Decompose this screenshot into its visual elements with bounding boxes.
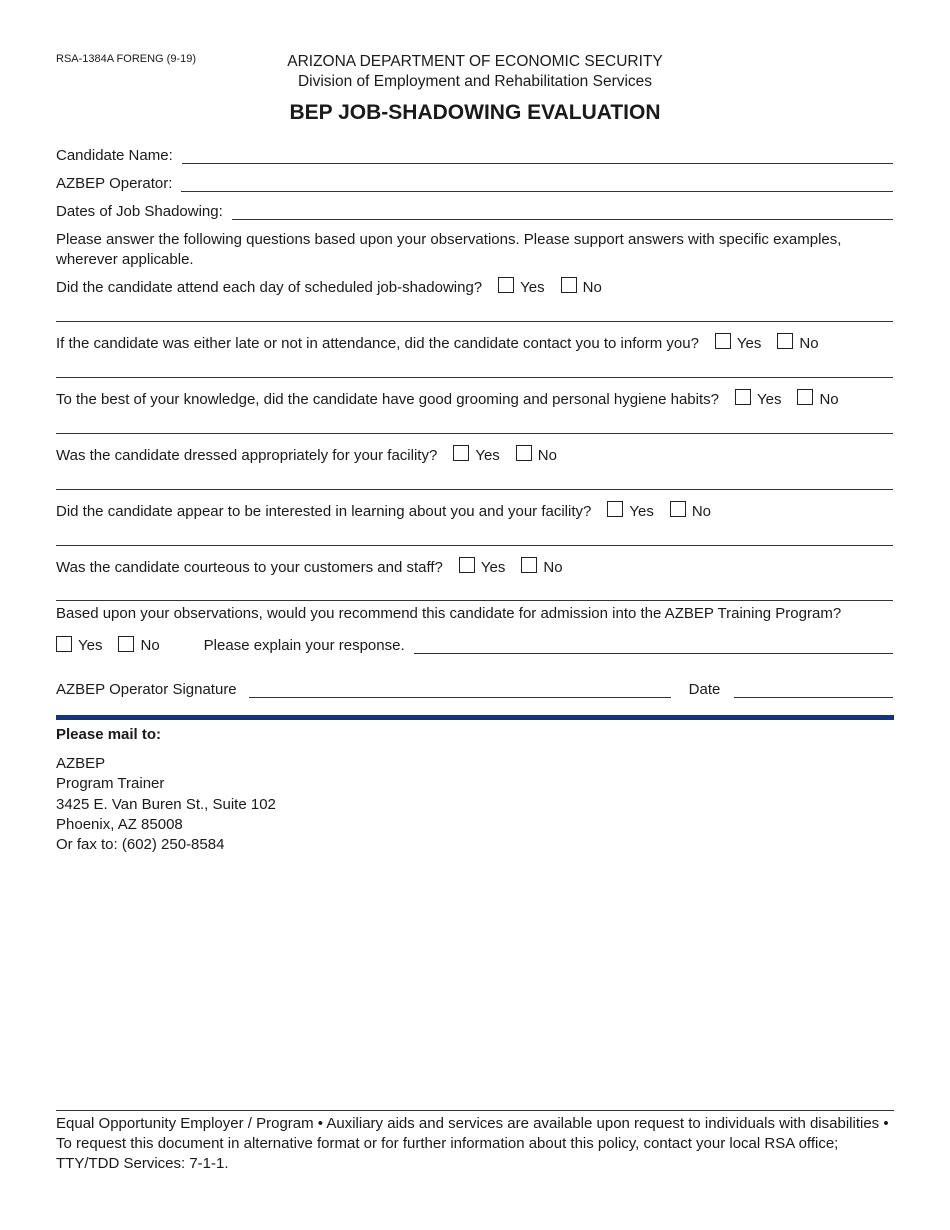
candidate-name-label: Candidate Name: (56, 147, 173, 164)
agency-name: ARIZONA DEPARTMENT OF ECONOMIC SECURITY (287, 53, 663, 70)
operator-label: AZBEP Operator: (56, 175, 173, 192)
yes-label: Yes (480, 558, 506, 576)
division-name: Division of Employment and Rehabilitation Services (297, 73, 653, 90)
no-label: No (799, 334, 819, 352)
yes-label: Yes (756, 390, 782, 408)
no-checkbox[interactable] (797, 389, 813, 405)
instructions: Please answer the following questions based upon your observations. Please support answers with specific examples, wherever applicable. (56, 231, 842, 268)
question-row (56, 556, 893, 578)
no-checkbox[interactable] (521, 557, 537, 573)
no-label: No (537, 446, 557, 464)
divider (56, 321, 893, 322)
question-text: Did the candidate attend each day of scheduled job-shadowing? (56, 278, 483, 296)
question-text: Was the candidate dressed appropriately for your facility? (56, 446, 438, 464)
divider (56, 600, 893, 601)
yes-checkbox[interactable] (607, 501, 623, 517)
question-row (56, 276, 893, 298)
operator-field[interactable] (181, 177, 893, 192)
dates-row (56, 200, 893, 220)
recommendation-row (56, 632, 893, 654)
question-row (56, 332, 893, 354)
explain-field[interactable] (414, 639, 893, 654)
recommendation-question: Based upon your observations, would you recommend this candidate for admission into the AZBEP Training Program? (56, 605, 842, 622)
no-checkbox[interactable] (516, 445, 532, 461)
question-row (56, 444, 893, 466)
divider (56, 489, 893, 490)
address-line: 3425 E. Van Buren St., Suite 102 (56, 795, 276, 813)
question-row (56, 388, 893, 410)
date-label: Date (688, 681, 721, 698)
no-checkbox[interactable] (561, 277, 577, 293)
footer-notice: Equal Opportunity Employer / Program • Auxiliary aids and services are available upon request to individuals with disabilities • To request this document in alternative format or for further information about this policy, contact your local RSA office; TTY/TDD Services: 7-1-1. (56, 1115, 889, 1172)
question-row (56, 500, 893, 522)
no-checkbox[interactable] (670, 501, 686, 517)
candidate-name-row (56, 144, 893, 164)
no-checkbox[interactable] (118, 636, 134, 652)
yes-label: Yes (629, 502, 654, 520)
yes-label: Yes (475, 446, 500, 464)
mailing-address (56, 754, 276, 855)
section-divider (56, 715, 894, 720)
no-label: No (543, 558, 563, 576)
date-field[interactable] (734, 683, 893, 698)
yes-checkbox[interactable] (56, 636, 72, 652)
no-label: No (582, 278, 602, 296)
address-line: AZBEP (56, 755, 106, 772)
mail-heading: Please mail to: (56, 726, 162, 743)
signature-row (56, 678, 893, 698)
candidate-name-field[interactable] (182, 149, 893, 164)
divider (56, 433, 893, 434)
operator-row (56, 172, 893, 192)
explain-label: Please explain your response. (203, 637, 405, 654)
footer-divider (56, 1110, 894, 1111)
no-label: No (140, 637, 160, 654)
address-line: Phoenix, AZ 85008 (56, 815, 183, 833)
signature-field[interactable] (249, 683, 671, 698)
address-line: Program Trainer (56, 775, 165, 793)
yes-checkbox[interactable] (735, 389, 751, 405)
agency-header (0, 52, 950, 92)
divider (56, 545, 893, 546)
signature-label: AZBEP Operator Signature (56, 681, 237, 698)
question-text: Did the candidate appear to be interested in learning about you and your facility? (56, 502, 592, 520)
no-label: No (819, 390, 839, 408)
question-text: If the candidate was either late or not in attendance, did the candidate contact you to inform you? (56, 334, 699, 352)
divider (56, 377, 893, 378)
yes-checkbox[interactable] (715, 333, 731, 349)
no-checkbox[interactable] (777, 333, 793, 349)
no-label: No (691, 502, 712, 520)
yes-label: Yes (520, 278, 545, 296)
yes-label: Yes (736, 334, 762, 352)
yes-checkbox[interactable] (459, 557, 475, 573)
dates-field[interactable] (232, 205, 893, 220)
question-text: Was the candidate courteous to your customers and staff? (56, 558, 443, 576)
question-text: To the best of your knowledge, did the candidate have good grooming and personal hygiene habits? (56, 390, 719, 408)
yes-checkbox[interactable] (498, 277, 514, 293)
fax-line: Or fax to: (602) 250-8584 (56, 836, 225, 854)
form-code: RSA-1384A FORENG (9-19) (56, 53, 196, 65)
yes-checkbox[interactable] (453, 445, 469, 461)
page-title: BEP JOB-SHADOWING EVALUATION (289, 101, 661, 124)
yes-label: Yes (78, 637, 103, 654)
dates-label: Dates of Job Shadowing: (56, 203, 223, 220)
